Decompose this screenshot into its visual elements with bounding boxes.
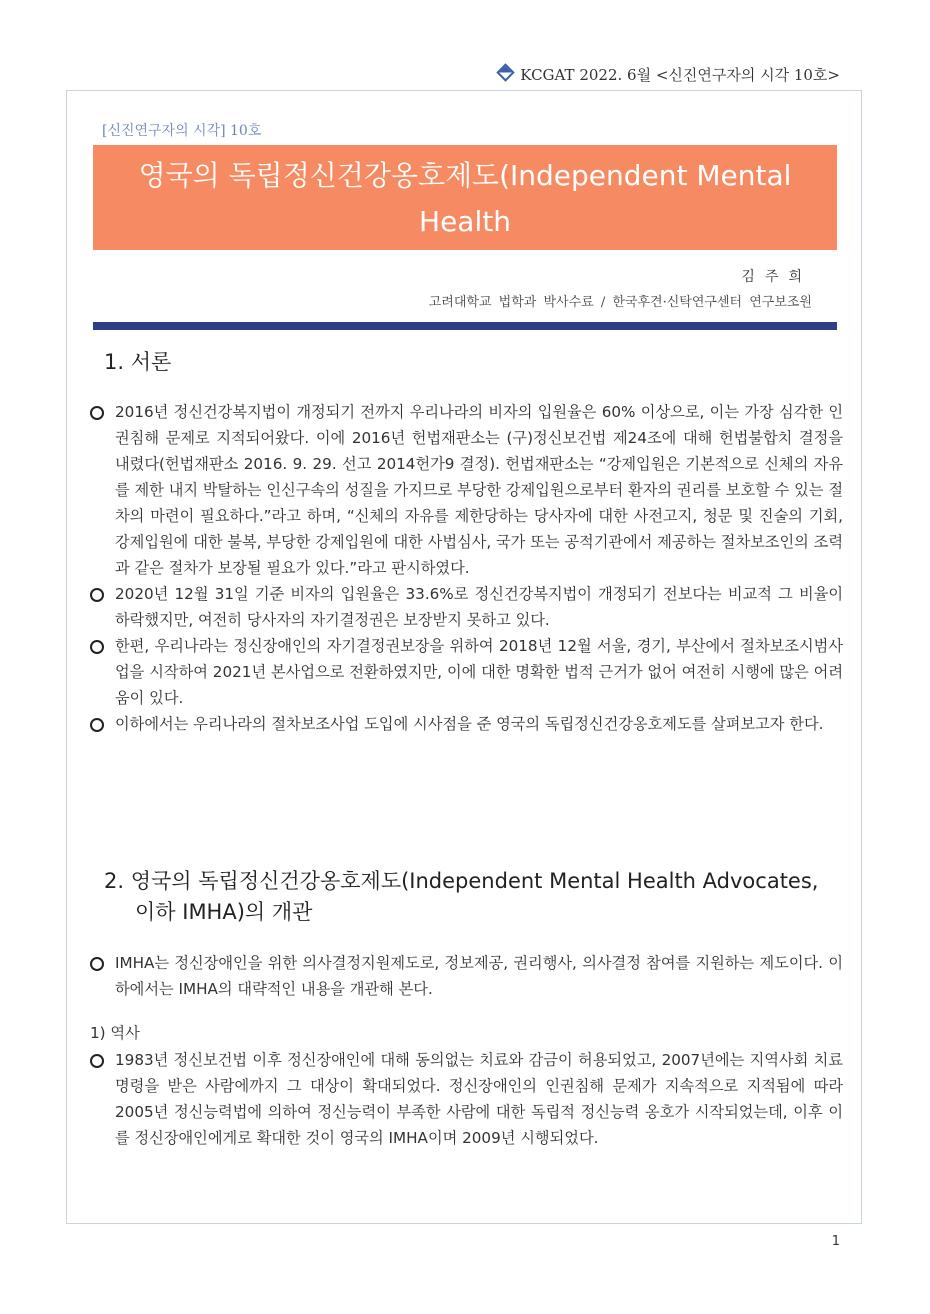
circle-bullet-icon xyxy=(90,588,104,602)
circle-bullet-icon xyxy=(90,1054,104,1068)
bullet-item xyxy=(90,633,843,711)
bullet-item xyxy=(90,399,843,581)
author-name: 김주희 xyxy=(741,269,812,285)
section-1-heading: 1. 서론 xyxy=(104,350,172,374)
header-text: KCGAT 2022. 6월 <신진연구자의 시각 10호> xyxy=(520,66,840,84)
author-affiliation: 고려대학교 법학과 박사수료 / 한국후견·신탁연구센터 연구보조원 xyxy=(428,295,812,310)
title-line-1: 영국의 독립정신건강옹호제도(Independent Mental Health xyxy=(138,159,792,238)
circle-bullet-icon xyxy=(90,718,104,732)
section-2-intro xyxy=(90,950,843,1002)
bullet-text: 2020년 12월 31일 기준 비자의 입원율은 33.6%로 정신건강복지법이 개정되기 전보다는 비교적 그 비율이 하락했지만, 여전히 당사자의 자기결정권은 보장받지 못하고 있다. xyxy=(115,585,843,629)
section-2-heading-line-1: 2. 영국의 독립정신건강옹호제도(Independent Mental Health Advocates, xyxy=(104,869,819,893)
bullet-item xyxy=(90,1047,843,1151)
bullet-text: IMHA는 정신장애인을 위한 의사결정지원제도로, 정보제공, 권리행사, 의사결정 참여를 지원하는 제도이다. 이하에서는 IMHA의 대략적인 내용을 개관해 본다. xyxy=(115,954,843,998)
diamond-icon xyxy=(497,63,515,81)
bullet-text: 한편, 우리나라는 정신장애인의 자기결정권보장을 위하여 2018년 12월 서울, 경기, 부산에서 절차보조시범사업을 시작하여 2021년 본사업으로 전환하였지만, 이에 대한 명확한 법적 근거가 없어 여전히 시행에 많은 어려움이 있다. xyxy=(115,637,843,707)
section-2-heading-line-2: 이하 IMHA)의 개관 xyxy=(135,900,313,924)
title-divider xyxy=(93,322,837,330)
circle-bullet-icon xyxy=(90,406,104,420)
bullet-text: 이하에서는 우리나라의 절차보조사업 도입에 시사점을 준 영국의 독립정신건강옹호제도를 살펴보고자 한다. xyxy=(115,715,824,733)
bullet-item xyxy=(90,950,843,1002)
circle-bullet-icon xyxy=(90,957,104,971)
section-1-bullets xyxy=(90,399,843,737)
page-number: 1 xyxy=(831,1234,840,1249)
history-bullets xyxy=(90,1047,843,1151)
bullet-item xyxy=(90,711,843,737)
section-2-heading xyxy=(104,866,818,928)
history-subheading: 1) 역사 xyxy=(90,1024,140,1042)
title-line-2: Advocates, IMHA) xyxy=(341,251,589,284)
running-header xyxy=(499,64,840,85)
series-label: [신진연구자의 시각] 10호 xyxy=(102,123,262,139)
bullet-text: 2016년 정신건강복지법이 개정되기 전까지 우리나라의 비자의 입원율은 60% 이상으로, 이는 가장 심각한 인권침해 문제로 지적되어왔다. 이에 2016년 헌법재판소는 (구)정신보건법 제24조에 대해 헌법불합치 결정을 내렸다(헌법재판소 2016. 9. 29. 선고 2014헌가9 결정). 헌법재판소는 “강제입원은 기본적으로 신체의 자유를 제한 내지 박탈하는 인신구속의 성질을 가지므로 부당한 강제입원으로부터 환자의 권리를 보호할 수 있는 절차의 마련이 필요하다.”라고 하며, “신체의 자유를 제한당하는 당사자에 대한 사전고지, 청문 및 진술의 기회, 강제입원에 대한 불복, 부당한 강제입원에 대한 사법심사, 국가 또는 공적기관에서 제공하는 절차보조인의 조력과 같은 절차가 보장될 필요가 있다.”라고 판시하였다. xyxy=(115,403,843,577)
circle-bullet-icon xyxy=(90,640,104,654)
bullet-text: 1983년 정신보건법 이후 정신장애인에 대해 동의없는 치료와 감금이 허용되었고, 2007년에는 지역사회 치료명령을 받은 사람에까지 그 대상이 확대되었다. 정신장애인의 인권침해 문제가 지속적으로 지적됨에 따라 2005년 정신능력법에 의하여 정신능력이 부족한 사람에 대한 독립적 정신능력 옹호가 시작되었는데, 이후 이를 정신장애인에게로 확대한 것이 영국의 IMHA이며 2009년 시행되었다. xyxy=(115,1051,843,1147)
bullet-item xyxy=(90,581,843,633)
